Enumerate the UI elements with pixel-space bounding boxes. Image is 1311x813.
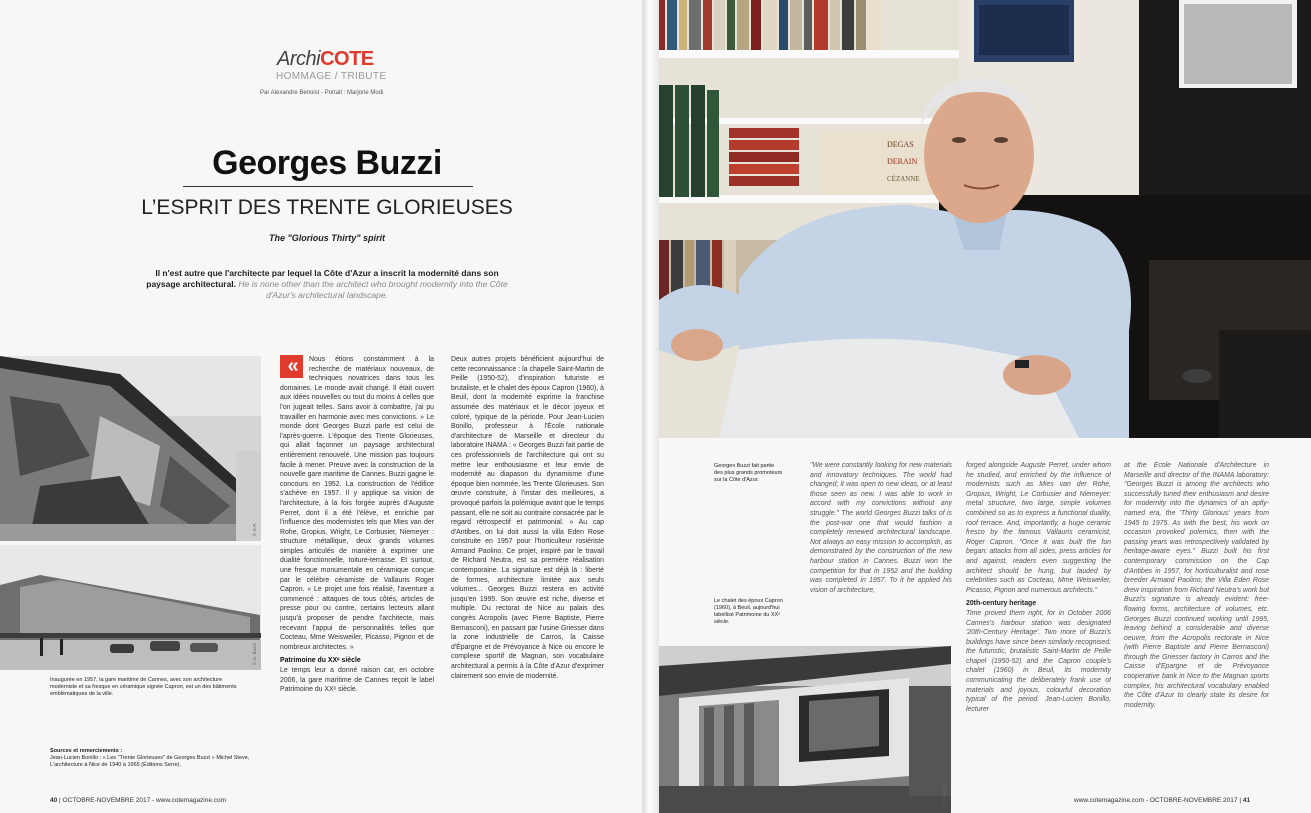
english-column-3-body: at the Ecole Nationale d'Architecture in Marseille and director of the INAMA laboratory: "Georges Buzzi is among the architects who successfully tuned their enthusiasm and desire for modernity into the dynamics of an aptly-named era, the 'Thirty Glorious' years from 1945 to 1975. As with the best, his work on occasion provoked polemics, then with the passing years was retrospectively validated by heritage-aware eyes." Buzzi built his first contemporary commission on the Cap d'Antibes in 1957, for horticulturalist and rose breeder Armand Paolino; the Villa Eden Rose drew inspiration from Richard Neutra's work but Buzzi's signature is already evident: free-flowing forms, architecture of volumes, etc. Georges Buzzi continued working until 1995, leaving behind a considerable and diverse oeuvre, from the Acropolis rectorate in Nice (with Pierre Baptiste and Pierre Bernasconi) through the Griesser factory in Carros and the Caisse d'Epargne et de Prévoyance cooperative bank in Nice to the Magnan sports complex, his architectural vocabulary enabled the Côte d'Azur to clearly state its desire for modernity. [1124,462,1269,709]
article-column-1 [280,355,434,780]
spread-gutter [642,0,659,813]
section-heading: Patrimoine du XXᵉ siècle [280,657,361,665]
book-spine-derain: DERAIN [887,157,918,166]
portrait-caption: Georges Buzzi fait partie des plus grands promoteurs sur la Côte d'Azur. [714,463,783,483]
right-footer: www.cotemagazine.com - OCTOBRE-NOVEMBRE 2017 | 41 [1074,797,1251,804]
english-column-3 [1124,461,1269,786]
sources: Sources et remerciements : Jean-Lucien Bonillo : « Les "Trente Glorieuses" de Georges Buzzi » Michel Steve, L'architecture à Nice de 1940 à 1965 (Éditions Serre). [50,748,250,768]
harbour-station-photo-bottom [0,545,261,670]
book-spine-cezanne: CÉZANNE [887,175,920,183]
portrait-photo [659,0,1311,438]
harbour-station-street-illustration [0,545,261,670]
photo-credit-2: © G. Buzzi [252,643,257,665]
column-1-tail: Le temps leur a donné raison car, en octobre 2006, la gare maritime de Cannes reçoit le label Patrimoine du XXᵉ siècle. [280,667,434,694]
article-title: Georges Buzzi [212,144,442,182]
column-1-body: Nous étions constamment à la recherche de matériaux nouveaux, de techniques novatrices dans tous les domaines. Le monde avait changé. Il était ouvert aux idées nouvelles ou tout du moins à celles que l'on jugeait telles. Sans avoir à combattre, j'ai pu travailler en harmonie avec mes convictions. » Le monde dont Georges Buzzi parle est celui de l'après-guerre. L'époque des Trente Glorieuses, qui allait façonner un paysage architectural entièrement renouvelé. Une mission pas toujours facile à mener. Preuve avec la construction de la nouvelle gare maritime de Cannes. Buzzi gagne le concours en 1952. La construction de l'édifice s'achève en 1957. Il y applique sa vision de l'architecture, à la fois forgée auprès d'Auguste Perret, dont il a été l'élève, et enrichie par l'influence des modernistes tels que Mies van der Rohe, Gropius, Wright, Le Corbusier, Niemeyer : structure métallique, deux grands volumes simples articulés de manière à exprimer une dualité fonctionnelle, toiture-terrasse. Et surtout, une fresque monumentale en céramique conçue par le célèbre céramiste de Vallauris Roger Capron. « Le projet une fois réalisé, l'aventure a commencé : attaques de tous côtés, articles de presse pour ou contre, certains lecteurs allant jusqu'à proposer de pendre l'architecte, mais recevant l'appui de personnalités telles que Cocteau, Mme Weisweiler, Picasso, Pignon et de nombreux architectes. » [280,356,434,651]
english-section-heading: 20th-century heritage [966,600,1037,608]
portrait-illustration [659,0,1311,438]
chalet-illustration [659,646,951,813]
chalet-photo-credit: © G. Buzzi [942,784,947,806]
article-subtitle: L’ESPRIT DES TRENTE GLORIEUSES [141,196,513,219]
left-footer: 40 | OCTOBRE-NOVEMBRE 2017 - www.cotemagazine.com [50,797,227,804]
english-subtitle: The "Glorious Thirty" spirit [268,233,386,243]
article-column-2 [451,355,604,780]
chalet-caption: Le chalet des époux Capron (1960), à Beuil, aujourd'hui labellisé Patrimoine du XXᵉ siècle. [714,598,783,625]
harbour-station-photo-top [0,356,261,541]
right-page [659,0,1311,813]
section-label: HOMMAGE / TRIBUTE [276,71,387,82]
english-column-2-tail: Time proved them right, for in October 2006 Cannes's harbour station was designated '20th-Century Heritage'. Two more of Buzzi's buildings have since been similarly recognised: the futuristic, brutalistic Saint-Martin de Peille chapel (1950-52) and the Capron couple's chalet (1960) in Beuil, its modernity communicating the deliberately frank use of materials and joyous, colourful decoration typical of the period. Jean-Lucien Bonillo, lecturer [966,609,1111,713]
photo-caption: Inaugurée en 1957, la gare maritime de Cannes, avec son architecture moderniste et sa fresque en céramique signée Capron, est un des bâtiments emblématiques de la ville. [50,677,237,697]
left-page [0,0,642,813]
column-2-body: Deux autres projets bénéficient aujourd'hui de cette reconnaissance : la chapelle Saint-Martin de Peille (1950-52), d'inspiration futuriste et brutaliste, et le chalet des époux Capron (1960), à Beuil, dont la modernité exprime la franchise assumée des matériaux et le décor joyeux et coloré, typique de la période. Pour Jean-Lucien Bonillo, professeur à l'École nationale d'architecture de Marseille et directeur du laboratoire INAMA : « Georges Buzzi fait partie de ces professionnels de l'architecture qui ont su mettre leur enthousiasme et leur envie de modernité au diapason du dynamisme d'une époque bien nommée, les Trente Glorieuses. Son œuvre construite, à l'instar des meilleures, a provoqué parfois la polémique avant que le temps passant, elle ne soit au contraire consacrée par le regard rétrospectif et patrimonial. » Au cap d'Antibes, on lui doit aussi la villa Eden Rose construite en 1957 pour l'horticulteur rosiériste Armand Paolino. Ce projet, inspiré par le travail de Richard Neutra, est sa première réalisation contemporaine. La signature est déjà là : liberté de formes, architecture limitée aux seuls volumes... Georges Buzzi restera en activité jusqu'en 1995. Son œuvre est riche, diverse et multiple. Du rectorat de Nice au palais des congrès Acropolis (avec Pierre Baptiste, Pierre Bernasconi), en passant par l'usine Griesser dans la zone industrielle de Carros, la Caisse d'Épargne et de Prévoyance à Nice ou encore le complexe sportif de Magnan, son vocabulaire architectural a permis à la Côte d'Azur d'exprimer clairement son envie de modernité. [451,356,604,680]
article-intro: Il n'est autre que l'architecte par lequel la Côte d'Azur a inscrit la modernité dans son paysage architectural. He is none other than the architect who brought modernity into the Côte d'Azur's architectural landscape. [146,268,508,300]
book-spine-degas: DEGAS [887,140,914,149]
english-column-1 [810,461,952,641]
title-divider [183,186,473,187]
chalet-photo [659,646,951,813]
harbour-station-facade-illustration [0,356,261,541]
magazine-section-logo: ArchiCOTE [277,48,374,70]
english-column-2-body: forged alongside Auguste Perret, under whom he studied, and enriched by the influence of modernists such as Mies van der Rohe, Gropius, Wright, Le Corbusier and Niemeyer: metal structure, two large, simple volumes combined so as to express a functional duality, roof terrace. And, importantly, a huge ceramic fresco by the famous Vallauris ceramicist, Roger Capron. "Once it was built the fun began: attacks from all sides, press articles for and against, readers even suggesting the architect should be hung, but lauded by celebrities such as Cocteau, Mme Weisweiler, Picasso, Pignon and numerous architects." [966,462,1111,594]
byline: Par Alexandre Benoist - Portait : Marjorie Modi [260,90,384,96]
english-column-2 [966,461,1111,786]
english-column-1-body: "We were constantly looking for new materials and innovatory techniques. The world had changed; it was open to new ideas, or at least those seen as new. I was able to work in accord with my convictions without any struggle." The world Georges Buzzi talks of is the post-war one that would fashion a completely renewed architectural landscape. Not always an easy mission to accomplish, as demonstrated by the construction of the new harbour station in Cannes. Buzzi won the competition for that in 1952 and the building was completed in 1957. To it he applied his vision of architecture, [810,462,952,594]
photo-credit: © D.R. [252,522,257,536]
quote-mark-icon: « [280,355,303,378]
